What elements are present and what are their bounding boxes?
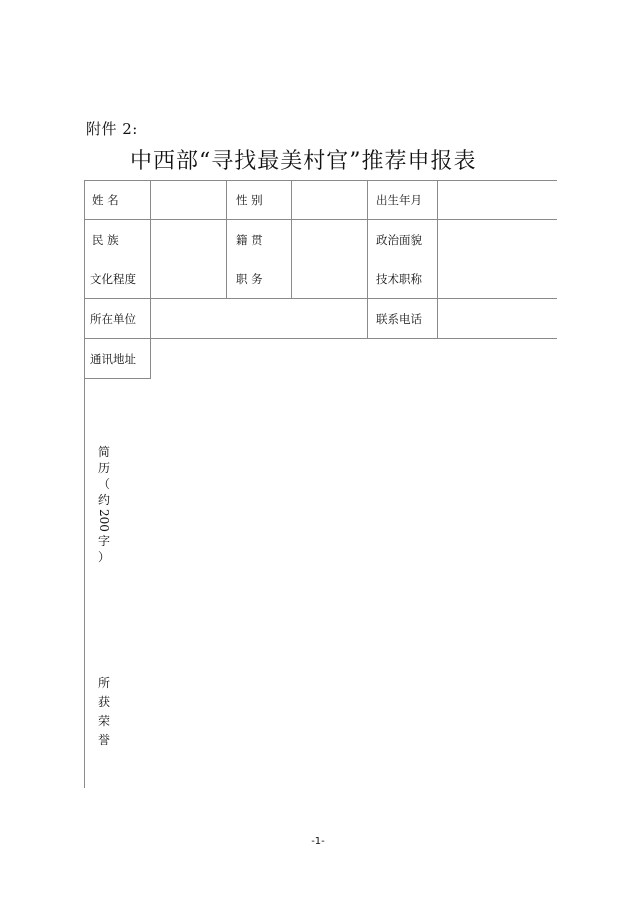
native-place-label-text: 籍 贯	[236, 233, 263, 247]
resume-char-6: ）	[97, 549, 110, 564]
ethnicity-field[interactable]	[151, 220, 226, 258]
attachment-label: 附件 2:	[86, 120, 138, 138]
row-divider-4	[84, 378, 151, 379]
page-title: 中西部“寻找最美村官”推荐申报表	[130, 149, 477, 174]
resume-char-count: 200	[97, 509, 111, 532]
col-divider-4	[367, 180, 368, 339]
native-place-label	[236, 233, 282, 247]
gender-field[interactable]	[292, 181, 367, 219]
gender-label-text: 性 别	[236, 193, 263, 207]
address-field[interactable]	[151, 339, 556, 378]
birth-date-field[interactable]	[438, 181, 556, 219]
ethnicity-label	[92, 233, 142, 247]
education-label: 文化程度	[90, 272, 136, 286]
col-divider-2	[226, 180, 227, 299]
resume-char-4: 约	[97, 493, 110, 507]
address-label: 通讯地址	[90, 352, 136, 366]
job-position-label	[236, 272, 282, 286]
gender-label	[236, 193, 282, 207]
job-position-label-text: 职 务	[236, 272, 263, 286]
resume-label	[96, 444, 112, 565]
phone-label: 联系电话	[376, 312, 422, 326]
resume-char-5: 字	[97, 533, 110, 548]
technical-title-label: 技术职称	[376, 272, 422, 286]
honors-char-3: 荣	[97, 714, 110, 728]
phone-field[interactable]	[438, 299, 556, 338]
technical-title-field[interactable]	[438, 259, 556, 298]
honors-label	[96, 674, 112, 750]
political-status-label: 政治面貌	[376, 233, 422, 247]
resume-field[interactable]	[120, 380, 556, 600]
employer-field[interactable]	[151, 299, 367, 338]
resume-char-3: （	[97, 477, 110, 491]
resume-char-1: 简	[97, 445, 110, 459]
honors-char-4: 誉	[97, 733, 110, 747]
page-number: -1-	[311, 836, 325, 847]
name-label	[92, 193, 142, 207]
employer-label: 所在单位	[90, 312, 136, 326]
birth-date-label: 出生年月	[376, 193, 422, 207]
native-place-field[interactable]	[292, 220, 367, 258]
resume-char-2: 历	[97, 461, 110, 475]
honors-char-1: 所	[97, 676, 110, 690]
honors-field[interactable]	[120, 606, 556, 786]
name-field[interactable]	[151, 181, 226, 219]
honors-char-2: 获	[97, 695, 110, 709]
job-position-field[interactable]	[292, 259, 367, 298]
name-label-text: 姓 名	[92, 193, 119, 207]
table-left-border	[84, 180, 85, 788]
political-status-field[interactable]	[438, 220, 556, 258]
ethnicity-label-text: 民 族	[92, 233, 119, 247]
education-field[interactable]	[151, 259, 226, 298]
